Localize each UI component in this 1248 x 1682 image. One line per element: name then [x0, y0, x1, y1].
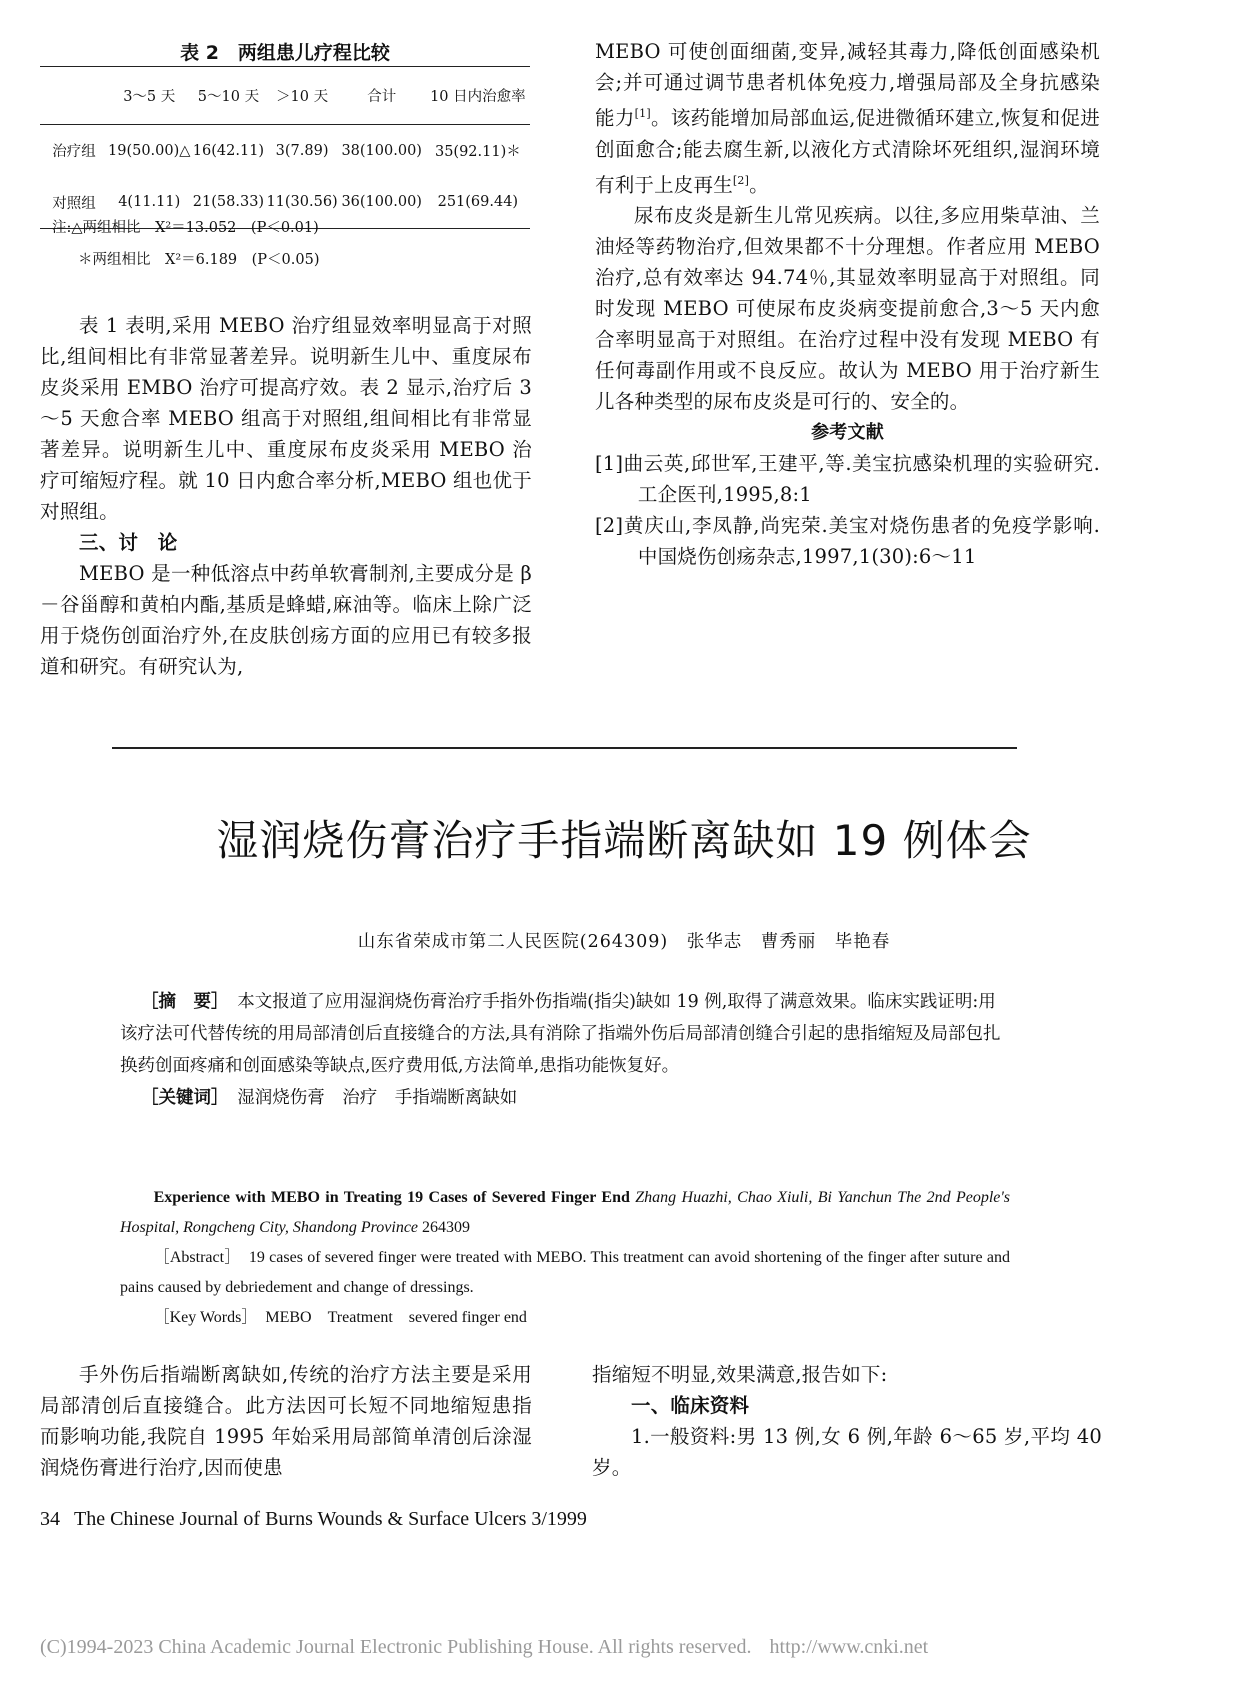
abstract-label: ［摘 要］	[141, 992, 220, 1012]
copyright-watermark	[40, 1636, 928, 1659]
text-run: 。	[749, 173, 769, 196]
english-authors: Zhang Huazhi, Chao Xiuli, Bi Yanchun The 2nd People's Hospital, Rongcheng City, Shandong Province	[120, 1189, 1011, 1236]
left-column	[40, 310, 532, 682]
references-heading: 参考文献	[811, 422, 884, 443]
table-cell: 251(69.44)	[426, 177, 530, 229]
table-header-cell	[40, 67, 108, 125]
page-number: 34	[40, 1508, 60, 1530]
english-postcode: 264309	[422, 1219, 471, 1236]
keywords-zh	[120, 1082, 1010, 1114]
journal-name: The Chinese Journal of Burns Wounds & Surface Ulcers 3/1999	[74, 1508, 587, 1530]
section-divider	[112, 747, 1017, 749]
paragraph: MEBO 是一种低溶点中药单软膏制剂,主要成分是 β－谷甾醇和黄柏内酯,基质是蜂蜡,麻油等。临床上除广泛用于烧伤创面治疗外,在皮肤创疡方面的应用已有较多报道和研究。有研究认为,	[40, 562, 532, 678]
table-header-cell: 合计	[338, 67, 426, 125]
english-abstract-paragraph	[120, 1243, 1010, 1303]
table-cell: 治疗组	[52, 144, 96, 161]
copyright-link[interactable]: http://www.cnki.net	[769, 1636, 929, 1658]
table-header-cell: 5～10 天	[190, 67, 266, 125]
table-header-cell: 10 日内治愈率	[426, 67, 530, 125]
table-cell: 38(100.00)	[341, 142, 422, 159]
section-heading: 三、讨 论	[79, 531, 178, 554]
table-title: 表 2 两组患儿疗程比较	[180, 42, 390, 64]
table-cell: 19(50.00)△	[108, 142, 191, 159]
abstract-zh	[120, 986, 1010, 1082]
paragraph: 手外伤后指端断离缺如,传统的治疗方法主要是采用局部清创后直接缝合。此方法因可长短不同地缩短患指而影响功能,我院自 1995 年始采用局部简单清创后涂湿润烧伤膏进行治疗,因而使患	[40, 1363, 532, 1479]
article-body-right	[592, 1359, 1102, 1483]
table-header-row	[40, 67, 530, 125]
text-run: 。该药能增加局部血运,促进微循环建立,恢复和促进创面愈合;能去腐生新,以液化方式清除坏死组织,湿润环境有利于上皮再生	[595, 106, 1100, 196]
keywords-text: 湿润烧伤膏 治疗 手指端断离缺如	[237, 1088, 518, 1108]
text-run: MEBO 可使创面细菌,变异,减轻其毒力,降低创面感染机会;并可通过调节患者机体免疫力,增强局部及全身抗感染能力	[595, 40, 1100, 130]
table-note: 注:△两组相比 X²＝13.052 (P＜0.01)	[52, 220, 319, 236]
article-body-left	[40, 1359, 532, 1483]
table-header-cell: 3～5 天	[108, 67, 190, 125]
table-cell: 36(100.00)	[338, 177, 426, 229]
table-cell: 对照组	[40, 177, 108, 229]
reference-item: [2]黄庆山,李凤静,尚宪荣.美宝对烧伤患者的免疫学影响.中国烧伤创疡杂志,1997,1(30):6～11	[595, 514, 1100, 568]
keywords-label: ［关键词］	[141, 1088, 220, 1108]
reference-item: [1]曲云英,邱世军,王建平,等.美宝抗感染机理的实验研究.工企医刊,1995,8:1	[595, 452, 1100, 506]
article-title: 湿润烧伤膏治疗手指端断离缺如 19 例体会	[216, 816, 1032, 865]
english-abstract	[120, 1183, 1010, 1333]
copyright-text: (C)1994-2023 China Academic Journal Electronic Publishing House. All rights reserved.	[40, 1636, 752, 1658]
chinese-abstract	[120, 986, 1010, 1114]
data-table	[40, 66, 530, 229]
english-keywords	[120, 1303, 1010, 1333]
english-keywords-label: ［Key Words］	[153, 1309, 250, 1326]
section-heading: 一、临床资料	[631, 1394, 750, 1417]
table-header-cell: ＞10 天	[266, 67, 337, 125]
paragraph: 表 1 表明,采用 MEBO 治疗组显效率明显高于对照比,组间相比有非常显著差异。说明新生儿中、重度尿布皮炎采用 EMBO 治疗可提高疗效。表 2 显示,治疗后 3～5 天愈合率 MEBO 组高于对照组,组间相比有非常显著差异。说明新生儿中、重度尿布皮炎采用 MEBO 治疗可缩短疗程。就 10 日内愈合率分析,MEBO 组也优于对照组。	[40, 314, 532, 523]
table-note: ＊两组相比 X²＝6.189 (P＜0.05)	[78, 252, 320, 268]
page-footer	[40, 1508, 587, 1531]
paragraph: 1.一般资料:男 13 例,女 6 例,年龄 6～65 岁,平均 40 岁。	[592, 1425, 1102, 1479]
paragraph: 尿布皮炎是新生儿常见疾病。以往,多应用柴草油、兰油烃等药物治疗,但效果都不十分理想。作者应用 MEBO 治疗,总有效率达 94.74％,其显效率明显高于对照组。同时发现 MEBO 可使尿布皮炎病变提前愈合,3～5 天内愈合率明显高于对照组。在治疗过程中没有发现 MEBO 有任何毒副作用或不良反应。故认为 MEBO 用于治疗新生儿各种类型的尿布皮炎是可行的、安全的。	[595, 204, 1100, 413]
english-abstract-text: 19 cases of severed finger were treated with MEBO. This treatment can avoid shortening of the finger after suture and pains caused by debriedement and change of dressings.	[120, 1249, 1010, 1296]
english-abstract-label: ［Abstract］	[153, 1249, 233, 1266]
abstract-text: 本文报道了应用湿润烧伤膏治疗手指外伤指端(指尖)缺如 19 例,取得了满意效果。临床实践证明:用该疗法可代替传统的用局部清创后直接缝合的方法,具有消除了指端外伤后局部清创缝合引起的患指缩短及局部包扎换药创面疼痛和创面感染等缺点,医疗费用低,方法简单,患指功能恢复好。	[120, 992, 1001, 1076]
english-title-line	[120, 1183, 1010, 1243]
table-row	[40, 125, 530, 177]
right-column	[595, 36, 1100, 572]
english-title: Experience with MEBO in Treating 19 Cases of Severed Finger End	[153, 1189, 630, 1206]
table-cell: 35(92.11)＊	[434, 144, 521, 161]
citation: [2]	[732, 173, 750, 187]
table-cell: 16(42.11)	[192, 142, 265, 159]
english-keywords-text: MEBO Treatment severed finger end	[265, 1309, 527, 1326]
table-cell: 11(30.56)	[266, 177, 337, 229]
citation: [1]	[634, 107, 651, 120]
paragraph	[595, 36, 1100, 200]
table-cell: 3(7.89)	[275, 142, 329, 159]
table-cell: 21(58.33)	[190, 177, 266, 229]
article-affiliation: 山东省荣成市第二人民医院(264309) 张华志 曹秀丽 毕艳春	[357, 932, 891, 952]
table-cell: 4(11.11)	[108, 177, 190, 229]
paragraph: 指缩短不明显,效果满意,报告如下:	[592, 1363, 888, 1386]
